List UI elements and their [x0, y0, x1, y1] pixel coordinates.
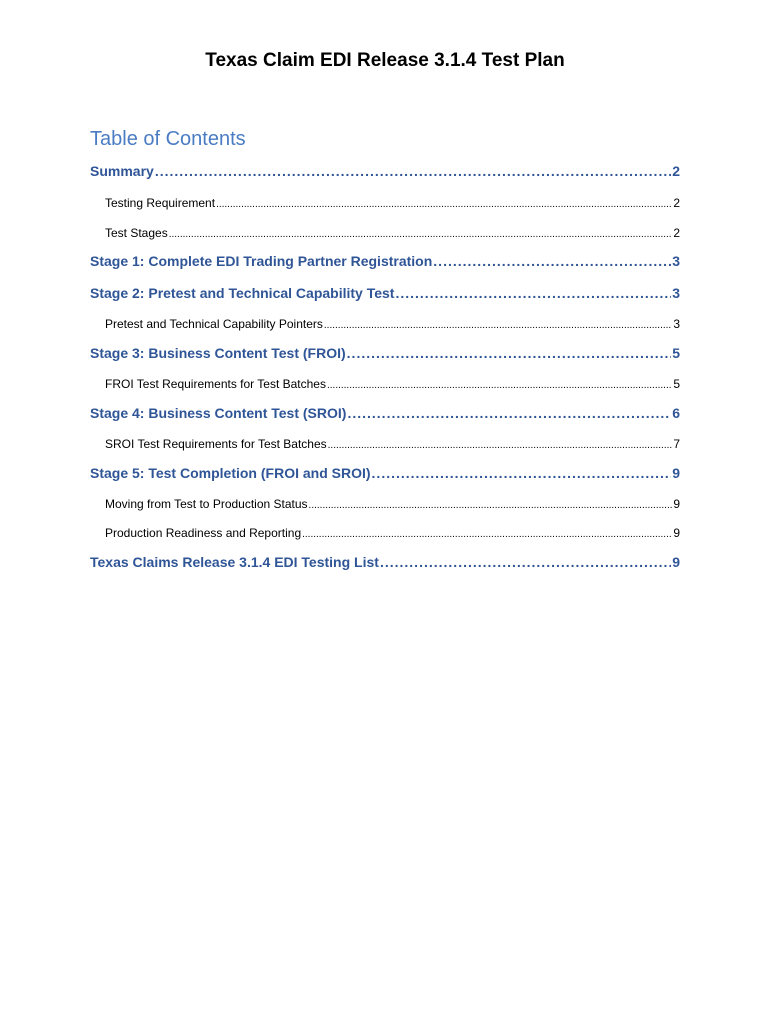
toc-page-number: 3 [673, 317, 680, 331]
toc-page-number: 3 [672, 253, 680, 269]
toc-entry-stage-1[interactable] [90, 253, 680, 269]
toc-entry-text: Production Readiness and Reporting [105, 526, 302, 540]
toc-entry-text: Summary [90, 163, 154, 179]
toc-entry-text: Texas Claims Release 3.1.4 EDI Testing List [90, 554, 379, 570]
toc-leader [347, 345, 672, 361]
toc-entry-text: SROI Test Requirements for Test Batches [105, 437, 327, 451]
toc-page-number: 5 [673, 377, 680, 391]
toc-entry-text: Stage 3: Business Content Test (FROI) [90, 345, 346, 361]
toc-entry-text: Test Stages [105, 226, 168, 240]
toc-page-number: 9 [673, 526, 680, 540]
toc-page-number: 9 [672, 465, 680, 481]
toc-entry-froi-requirements[interactable] [105, 377, 680, 391]
toc-leader [216, 196, 672, 210]
toc-entry-stage-3[interactable] [90, 345, 680, 361]
toc-leader [347, 405, 671, 421]
toc-entry-test-stages[interactable] [105, 226, 680, 240]
toc-entry-testing-requirement[interactable] [105, 196, 680, 210]
toc-page-number: 5 [672, 345, 680, 361]
toc-page-number: 2 [672, 163, 680, 179]
toc-entry-moving-to-production[interactable] [105, 497, 680, 511]
toc-leader [324, 317, 672, 331]
toc-page-number: 3 [672, 285, 680, 301]
toc-page-number: 9 [672, 554, 680, 570]
toc-entry-text: Stage 2: Pretest and Technical Capability Test [90, 285, 395, 301]
toc-entry-text: Pretest and Technical Capability Pointers [105, 317, 323, 331]
toc-leader [169, 226, 673, 240]
toc-leader [328, 437, 673, 451]
toc-entry-text: Moving from Test to Production Status [105, 497, 308, 511]
toc-entry-text: Stage 4: Business Content Test (SROI) [90, 405, 347, 421]
toc-leader [302, 526, 672, 540]
toc-entry-production-readiness[interactable] [105, 526, 680, 540]
toc-entry-stage-2[interactable] [90, 285, 680, 301]
toc-leader [155, 163, 671, 179]
toc-entry-stage-4[interactable] [90, 405, 680, 421]
toc-entry-summary[interactable] [90, 163, 680, 179]
toc-entry-text: Testing Requirement [105, 196, 216, 210]
toc-entry-stage-5[interactable] [90, 465, 680, 481]
toc-leader [372, 465, 672, 481]
toc-page-number: 2 [673, 226, 680, 240]
toc-page-number: 9 [673, 497, 680, 511]
toc-page-number: 2 [673, 196, 680, 210]
document-title: Texas Claim EDI Release 3.1.4 Test Plan [205, 50, 565, 71]
toc-leader [327, 377, 672, 391]
toc-entry-text: Stage 5: Test Completion (FROI and SROI) [90, 465, 371, 481]
toc-page-number: 6 [672, 405, 680, 421]
toc-page-number: 7 [673, 437, 680, 451]
toc-leader [433, 253, 671, 269]
toc-leader [395, 285, 671, 301]
toc-entry-text: FROI Test Requirements for Test Batches [105, 377, 326, 391]
toc-entry-testing-list[interactable] [90, 554, 680, 570]
toc-entry-sroi-requirements[interactable] [105, 437, 680, 451]
toc-entry-text: Stage 1: Complete EDI Trading Partner Registration [90, 253, 433, 269]
toc-leader [309, 497, 673, 511]
toc-heading: Table of Contents [90, 128, 246, 150]
toc-entry-pretest-pointers[interactable] [105, 317, 680, 331]
toc-leader [380, 554, 671, 570]
